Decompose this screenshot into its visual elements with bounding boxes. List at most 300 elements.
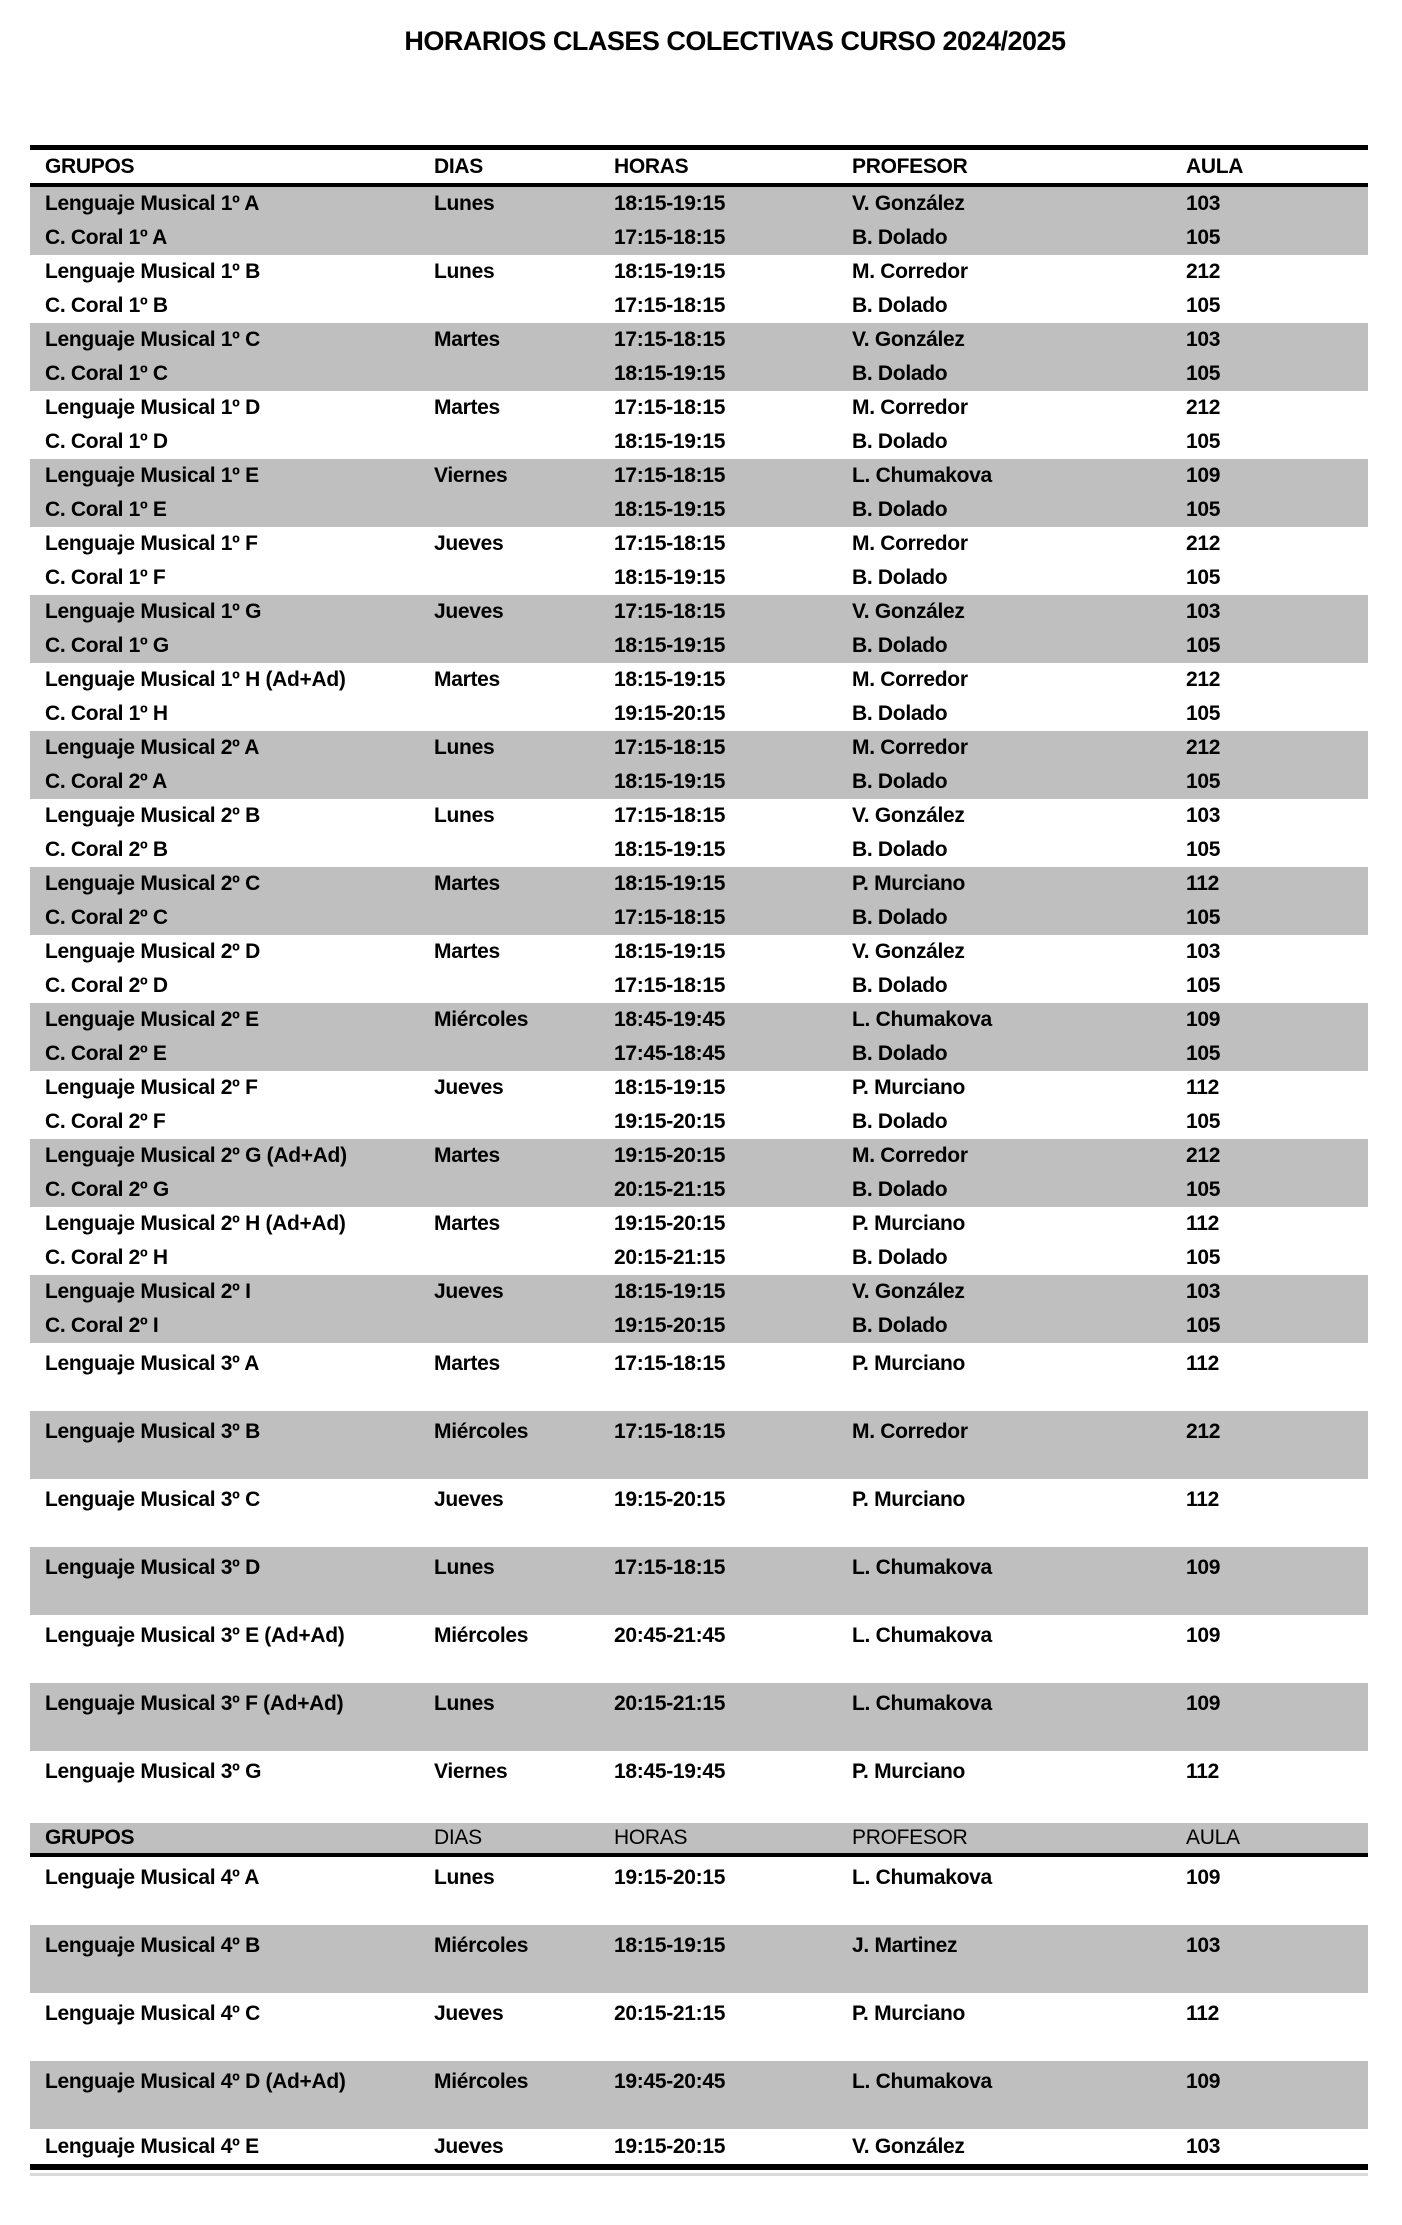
group-cell: Lenguaje Musical 3º E (Ad+Ad) [45, 1623, 345, 1647]
room-cell: 212 [1186, 1419, 1221, 1443]
schedule-group [30, 1411, 1368, 1479]
schedule-group [30, 1857, 1368, 1925]
hours-cell: 18:15-19:15 [614, 1280, 726, 1303]
professor-cell: P. Murciano [852, 1487, 966, 1511]
column-header-dias: DIAS [434, 1826, 482, 1849]
schedule-row [30, 1003, 1368, 1037]
group-cell: Lenguaje Musical 4º E [45, 2134, 259, 2158]
hours-cell: 17:15-18:15 [614, 736, 726, 759]
professor-cell: L. Chumakova [852, 2069, 992, 2093]
day-cell: Jueves [434, 2001, 504, 2025]
schedule-row [30, 1105, 1368, 1139]
room-cell: 109 [1186, 464, 1221, 487]
schedule-row [30, 1037, 1368, 1071]
group-cell: Lenguaje Musical 2º G (Ad+Ad) [45, 1144, 347, 1167]
schedule-row [30, 2061, 1368, 2102]
group-cell: C. Coral 1º F [45, 566, 166, 589]
hours-cell: 17:15-18:15 [614, 226, 726, 249]
group-cell: Lenguaje Musical 2º I [45, 1280, 251, 1303]
schedule-group [30, 255, 1368, 323]
room-cell: 103 [1186, 804, 1221, 827]
room-cell: 112 [1186, 872, 1219, 895]
professor-cell: V. González [852, 192, 965, 215]
room-cell: 212 [1186, 260, 1221, 283]
column-header-horas: HORAS [614, 154, 689, 178]
professor-cell: B. Dolado [852, 702, 948, 725]
professor-cell: M. Corredor [852, 1144, 968, 1167]
hours-cell: 18:45-19:45 [614, 1008, 726, 1031]
schedule-row [30, 799, 1368, 833]
room-cell: 105 [1186, 362, 1221, 385]
document-title: HORARIOS CLASES COLECTIVAS CURSO 2024/2025 [404, 26, 1066, 56]
professor-cell: V. González [852, 940, 965, 963]
group-cell: Lenguaje Musical 4º C [45, 2001, 260, 2025]
hours-cell: 19:15-20:15 [614, 1212, 726, 1235]
day-cell: Martes [434, 668, 500, 691]
hours-cell: 18:15-19:15 [614, 430, 726, 453]
schedule-row [30, 459, 1368, 493]
schedule-table [30, 145, 1368, 2176]
schedule-row [30, 1241, 1368, 1275]
schedule-group [30, 459, 1368, 527]
day-cell: Miércoles [434, 1623, 529, 1647]
schedule-group [30, 1615, 1368, 1683]
room-cell: 109 [1186, 2069, 1221, 2093]
hours-cell: 19:45-20:45 [614, 2069, 726, 2093]
group-cell: Lenguaje Musical 1º D [45, 396, 260, 419]
group-cell: Lenguaje Musical 1º A [45, 192, 260, 215]
schedule-row [30, 425, 1368, 459]
schedule-row [30, 527, 1368, 561]
schedule-row [30, 1683, 1368, 1724]
room-cell: 109 [1186, 1865, 1221, 1889]
room-cell: 105 [1186, 1178, 1221, 1201]
schedule-group [30, 1479, 1368, 1547]
room-cell: 105 [1186, 974, 1221, 997]
schedule-row [30, 493, 1368, 527]
schedule-group [30, 1683, 1368, 1751]
group-cell: C. Coral 2º I [45, 1314, 159, 1337]
group-cell: Lenguaje Musical 4º B [45, 1933, 260, 1957]
day-cell: Lunes [434, 804, 495, 827]
room-cell: 109 [1186, 1555, 1221, 1579]
section-header-row [30, 1823, 1368, 1857]
hours-cell: 17:15-18:15 [614, 1555, 726, 1579]
room-cell: 105 [1186, 838, 1221, 861]
group-cell: Lenguaje Musical 1º G [45, 600, 262, 623]
group-cell: Lenguaje Musical 1º E [45, 464, 259, 487]
room-cell: 103 [1186, 192, 1221, 215]
group-cell: C. Coral 1º E [45, 498, 167, 521]
room-cell: 105 [1186, 1314, 1221, 1337]
column-header-grupos: GRUPOS [45, 1826, 135, 1849]
schedule-group [30, 323, 1368, 391]
column-header-dias: DIAS [434, 154, 483, 178]
day-cell: Miércoles [434, 2069, 529, 2093]
room-cell: 212 [1186, 736, 1221, 759]
schedule-row [30, 629, 1368, 663]
day-cell: Lunes [434, 1691, 495, 1715]
group-cell: C. Coral 1º C [45, 362, 168, 385]
schedule-row [30, 697, 1368, 731]
group-cell: Lenguaje Musical 1º C [45, 328, 260, 351]
room-cell: 103 [1186, 600, 1221, 623]
schedule-group [30, 1275, 1368, 1343]
column-header-profesor: PROFESOR [852, 154, 968, 178]
schedule-row [30, 867, 1368, 901]
hours-cell: 18:45-19:45 [614, 1759, 726, 1783]
schedule-group [30, 663, 1368, 731]
schedule-row [30, 1139, 1368, 1173]
hours-cell: 19:15-20:15 [614, 1865, 726, 1889]
professor-cell: B. Dolado [852, 838, 948, 861]
schedule-row [30, 1411, 1368, 1452]
day-cell: Lunes [434, 736, 495, 759]
schedule-row [30, 255, 1368, 289]
professor-cell: M. Corredor [852, 736, 968, 759]
professor-cell: P. Murciano [852, 1212, 966, 1235]
schedule-group [30, 731, 1368, 799]
schedule-row [30, 221, 1368, 255]
professor-cell: B. Dolado [852, 430, 948, 453]
hours-cell: 19:15-20:15 [614, 1144, 726, 1167]
schedule-row [30, 1993, 1368, 2034]
hours-cell: 17:15-18:15 [614, 532, 726, 555]
schedule-row [30, 1343, 1368, 1384]
group-cell: Lenguaje Musical 4º A [45, 1865, 260, 1889]
day-cell: Martes [434, 1212, 500, 1235]
group-cell: C. Coral 2º A [45, 770, 168, 793]
professor-cell: B. Dolado [852, 1314, 948, 1337]
room-cell: 103 [1186, 1933, 1221, 1957]
professor-cell: V. González [852, 2134, 965, 2158]
hours-cell: 18:15-19:15 [614, 770, 726, 793]
day-cell: Martes [434, 872, 500, 895]
group-cell: C. Coral 2º C [45, 906, 168, 929]
professor-cell: B. Dolado [852, 1110, 948, 1133]
room-cell: 103 [1186, 328, 1221, 351]
hours-cell: 17:15-18:15 [614, 804, 726, 827]
schedule-group [30, 1751, 1368, 1819]
hours-cell: 19:15-20:15 [614, 702, 726, 725]
group-cell: C. Coral 1º D [45, 430, 168, 453]
professor-cell: B. Dolado [852, 770, 948, 793]
room-cell: 109 [1186, 1691, 1221, 1715]
group-cell: Lenguaje Musical 3º A [45, 1351, 260, 1375]
group-cell: C. Coral 2º H [45, 1246, 168, 1269]
schedule-group [30, 1071, 1368, 1139]
schedule-group [30, 799, 1368, 867]
room-cell: 105 [1186, 566, 1221, 589]
hours-cell: 18:15-19:15 [614, 1933, 726, 1957]
room-cell: 105 [1186, 702, 1221, 725]
hours-cell: 19:15-20:15 [614, 1487, 726, 1511]
day-cell: Jueves [434, 1076, 504, 1099]
hours-cell: 17:15-18:15 [614, 294, 726, 317]
hours-cell: 19:15-20:15 [614, 1110, 726, 1133]
group-cell: Lenguaje Musical 1º B [45, 260, 260, 283]
professor-cell: B. Dolado [852, 1042, 948, 1065]
hours-cell: 18:15-19:15 [614, 668, 726, 691]
schedule-group [30, 1139, 1368, 1207]
group-cell: Lenguaje Musical 3º B [45, 1419, 260, 1443]
table-body [30, 187, 1368, 2164]
day-cell: Lunes [434, 1555, 495, 1579]
group-cell: C. Coral 2º D [45, 974, 168, 997]
group-cell: Lenguaje Musical 2º E [45, 1008, 259, 1031]
room-cell: 112 [1186, 1351, 1219, 1375]
room-cell: 103 [1186, 940, 1221, 963]
room-cell: 103 [1186, 1280, 1221, 1303]
schedule-group [30, 187, 1368, 255]
group-cell: C. Coral 1º A [45, 226, 168, 249]
schedule-row [30, 561, 1368, 595]
professor-cell: B. Dolado [852, 906, 948, 929]
schedule-group [30, 2129, 1368, 2164]
professor-cell: B. Dolado [852, 634, 948, 657]
hours-cell: 17:15-18:15 [614, 328, 726, 351]
schedule-row [30, 1071, 1368, 1105]
hours-cell: 17:15-18:15 [614, 396, 726, 419]
group-cell: C. Coral 1º G [45, 634, 169, 657]
professor-cell: M. Corredor [852, 532, 968, 555]
group-cell: Lenguaje Musical 4º D (Ad+Ad) [45, 2069, 346, 2093]
group-cell: Lenguaje Musical 2º B [45, 804, 260, 827]
professor-cell: M. Corredor [852, 668, 968, 691]
room-cell: 109 [1186, 1008, 1221, 1031]
group-cell: C. Coral 1º H [45, 702, 168, 725]
professor-cell: P. Murciano [852, 1076, 966, 1099]
schedule-row [30, 1479, 1368, 1520]
hours-cell: 20:15-21:15 [614, 1178, 726, 1201]
professor-cell: B. Dolado [852, 294, 948, 317]
group-cell: C. Coral 2º B [45, 838, 168, 861]
day-cell: Lunes [434, 260, 495, 283]
professor-cell: B. Dolado [852, 974, 948, 997]
professor-cell: M. Corredor [852, 1419, 968, 1443]
room-cell: 112 [1186, 1487, 1219, 1511]
schedule-row [30, 323, 1368, 357]
hours-cell: 17:15-18:15 [614, 1419, 726, 1443]
hours-cell: 18:15-19:15 [614, 192, 726, 215]
room-cell: 105 [1186, 226, 1221, 249]
professor-cell: V. González [852, 1280, 965, 1303]
room-cell: 105 [1186, 1246, 1221, 1269]
hours-cell: 20:15-21:15 [614, 1691, 726, 1715]
professor-cell: L. Chumakova [852, 1691, 992, 1715]
schedule-row [30, 765, 1368, 799]
schedule-row [30, 1751, 1368, 1792]
professor-cell: V. González [852, 328, 965, 351]
schedule-group [30, 1925, 1368, 1993]
professor-cell: B. Dolado [852, 226, 948, 249]
day-cell: Jueves [434, 1280, 504, 1303]
hours-cell: 17:15-18:15 [614, 464, 726, 487]
professor-cell: L. Chumakova [852, 1555, 992, 1579]
group-cell: C. Coral 2º G [45, 1178, 169, 1201]
professor-cell: B. Dolado [852, 362, 948, 385]
group-cell: Lenguaje Musical 2º C [45, 872, 260, 895]
hours-cell: 19:15-20:15 [614, 1314, 726, 1337]
schedule-row [30, 1275, 1368, 1309]
room-cell: 109 [1186, 1623, 1221, 1647]
schedule-row [30, 1309, 1368, 1343]
group-cell: Lenguaje Musical 3º G [45, 1759, 262, 1783]
day-cell: Jueves [434, 1487, 504, 1511]
hours-cell: 17:15-18:15 [614, 600, 726, 623]
professor-cell: M. Corredor [852, 396, 968, 419]
group-cell: C. Coral 2º F [45, 1110, 166, 1133]
day-cell: Jueves [434, 532, 504, 555]
professor-cell: P. Murciano [852, 1759, 966, 1783]
schedule-row [30, 969, 1368, 1003]
schedule-row [30, 595, 1368, 629]
schedule-group [30, 935, 1368, 1003]
group-cell: Lenguaje Musical 2º A [45, 736, 260, 759]
schedule-group [30, 1343, 1368, 1411]
hours-cell: 20:45-21:45 [614, 1623, 726, 1647]
day-cell: Lunes [434, 1865, 495, 1889]
room-cell: 105 [1186, 770, 1221, 793]
professor-cell: P. Murciano [852, 1351, 966, 1375]
schedule-row [30, 935, 1368, 969]
hours-cell: 20:15-21:15 [614, 2001, 726, 2025]
column-header-aula: AULA [1186, 1826, 1240, 1849]
room-cell: 103 [1186, 2134, 1221, 2158]
hours-cell: 18:15-19:15 [614, 838, 726, 861]
professor-cell: M. Corredor [852, 260, 968, 283]
professor-cell: J. Martinez [852, 1933, 958, 1957]
room-cell: 112 [1186, 2001, 1219, 2025]
professor-cell: V. González [852, 804, 965, 827]
group-cell: C. Coral 2º E [45, 1042, 167, 1065]
professor-cell: B. Dolado [852, 498, 948, 521]
hours-cell: 18:15-19:15 [614, 362, 726, 385]
table-bottom-shadow [30, 2173, 1368, 2176]
schedule-row [30, 901, 1368, 935]
hours-cell: 18:15-19:15 [614, 940, 726, 963]
schedule-row [30, 1173, 1368, 1207]
professor-cell: B. Dolado [852, 566, 948, 589]
group-cell: Lenguaje Musical 3º D [45, 1555, 260, 1579]
schedule-group [30, 1207, 1368, 1275]
day-cell: Lunes [434, 192, 495, 215]
group-cell: Lenguaje Musical 1º F [45, 532, 258, 555]
schedule-row [30, 391, 1368, 425]
schedule-group [30, 2061, 1368, 2129]
room-cell: 105 [1186, 906, 1221, 929]
room-cell: 112 [1186, 1212, 1219, 1235]
group-cell: Lenguaje Musical 3º F (Ad+Ad) [45, 1691, 344, 1715]
day-cell: Martes [434, 1144, 500, 1167]
day-cell: Jueves [434, 600, 504, 623]
professor-cell: L. Chumakova [852, 1623, 992, 1647]
schedule-row [30, 289, 1368, 323]
hours-cell: 17:15-18:15 [614, 1351, 726, 1375]
column-header-horas: HORAS [614, 1826, 688, 1849]
schedule-group [30, 1547, 1368, 1615]
day-cell: Viernes [434, 1759, 508, 1783]
room-cell: 212 [1186, 1144, 1221, 1167]
schedule-group [30, 867, 1368, 935]
schedule-row [30, 2129, 1368, 2164]
room-cell: 212 [1186, 396, 1221, 419]
day-cell: Jueves [434, 2134, 504, 2158]
room-cell: 105 [1186, 498, 1221, 521]
schedule-group [30, 1993, 1368, 2061]
hours-cell: 20:15-21:15 [614, 1246, 726, 1269]
schedule-row [30, 1207, 1368, 1241]
table-bottom-rule [30, 2164, 1368, 2170]
schedule-group [30, 391, 1368, 459]
room-cell: 105 [1186, 634, 1221, 657]
professor-cell: V. González [852, 600, 965, 623]
professor-cell: L. Chumakova [852, 1008, 992, 1031]
room-cell: 105 [1186, 1042, 1221, 1065]
schedule-group [30, 1003, 1368, 1071]
hours-cell: 18:15-19:15 [614, 634, 726, 657]
professor-cell: P. Murciano [852, 872, 966, 895]
professor-cell: P. Murciano [852, 2001, 966, 2025]
table-header-row [30, 145, 1368, 187]
hours-cell: 18:15-19:15 [614, 260, 726, 283]
column-header-grupos: GRUPOS [45, 154, 135, 178]
column-header-aula: AULA [1186, 154, 1244, 178]
schedule-row [30, 1615, 1368, 1656]
day-cell: Martes [434, 1351, 500, 1375]
day-cell: Martes [434, 396, 500, 419]
professor-cell: B. Dolado [852, 1246, 948, 1269]
schedule-row [30, 833, 1368, 867]
room-cell: 112 [1186, 1759, 1219, 1783]
hours-cell: 19:15-20:15 [614, 2134, 726, 2158]
professor-cell: B. Dolado [852, 1178, 948, 1201]
room-cell: 105 [1186, 430, 1221, 453]
schedule-row [30, 1547, 1368, 1588]
group-cell: Lenguaje Musical 1º H (Ad+Ad) [45, 668, 346, 691]
schedule-group [30, 595, 1368, 663]
room-cell: 212 [1186, 532, 1221, 555]
group-cell: Lenguaje Musical 3º C [45, 1487, 260, 1511]
room-cell: 105 [1186, 1110, 1221, 1133]
professor-cell: L. Chumakova [852, 464, 992, 487]
hours-cell: 18:15-19:15 [614, 566, 726, 589]
day-cell: Miércoles [434, 1008, 529, 1031]
room-cell: 112 [1186, 1076, 1219, 1099]
column-header-profesor: PROFESOR [852, 1826, 968, 1849]
hours-cell: 17:15-18:15 [614, 906, 726, 929]
schedule-row [30, 731, 1368, 765]
professor-cell: L. Chumakova [852, 1865, 992, 1889]
day-cell: Miércoles [434, 1419, 529, 1443]
hours-cell: 18:15-19:15 [614, 498, 726, 521]
hours-cell: 18:15-19:15 [614, 1076, 726, 1099]
room-cell: 105 [1186, 294, 1221, 317]
group-cell: Lenguaje Musical 2º H (Ad+Ad) [45, 1212, 346, 1235]
schedule-row [30, 187, 1368, 221]
schedule-row [30, 663, 1368, 697]
schedule-group [30, 527, 1368, 595]
day-cell: Viernes [434, 464, 508, 487]
day-cell: Martes [434, 940, 500, 963]
schedule-row [30, 357, 1368, 391]
schedule-row [30, 1857, 1368, 1898]
group-cell: C. Coral 1º B [45, 294, 168, 317]
group-cell: Lenguaje Musical 2º D [45, 940, 260, 963]
day-cell: Miércoles [434, 1933, 529, 1957]
day-cell: Martes [434, 328, 500, 351]
room-cell: 212 [1186, 668, 1221, 691]
